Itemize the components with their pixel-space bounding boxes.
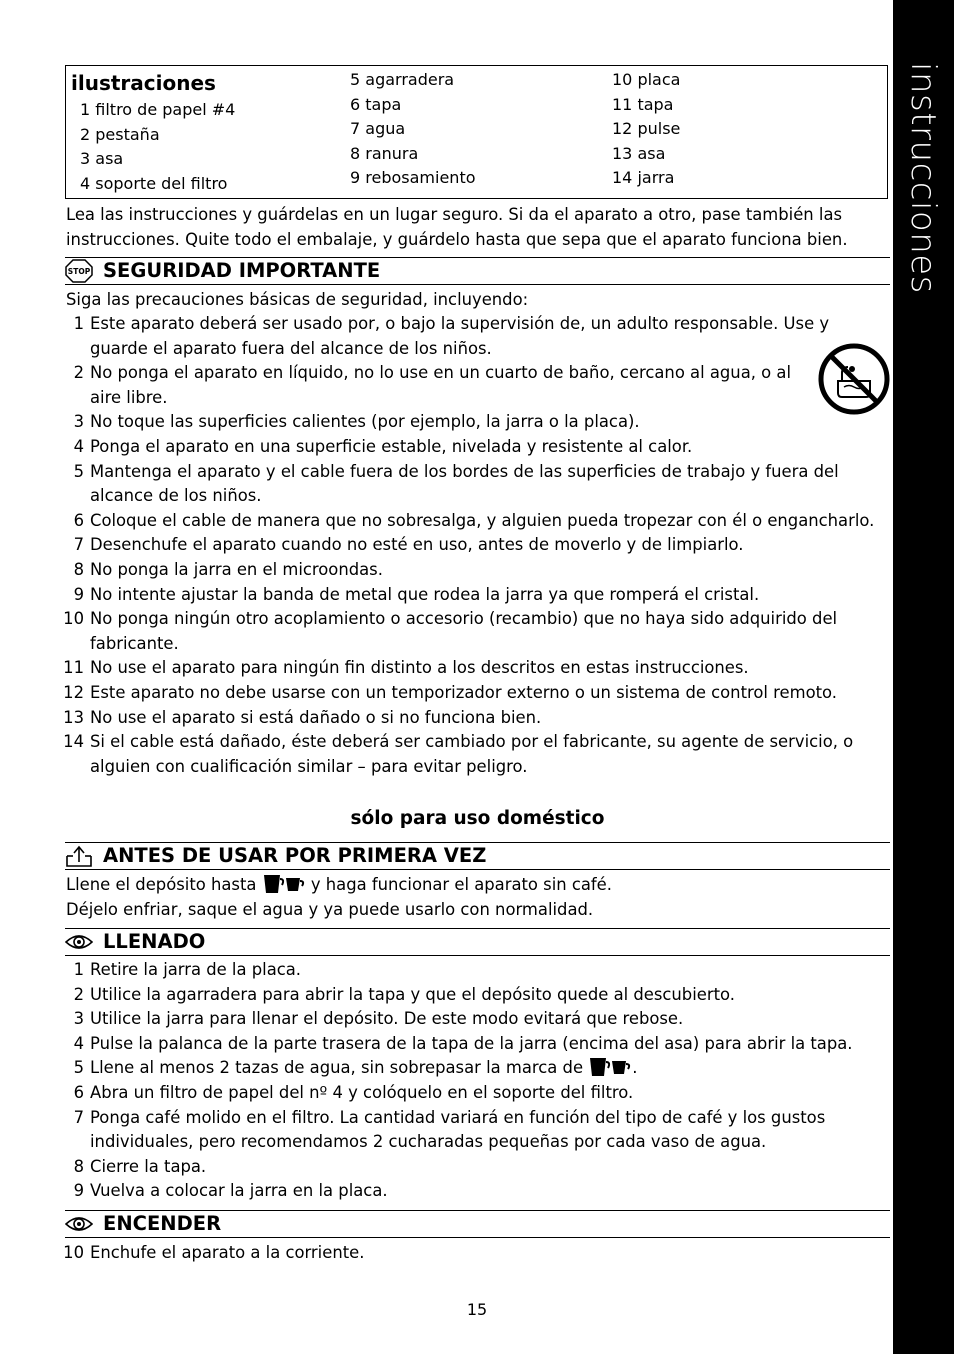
list-item: 2 No ponga el aparato en líquido, no lo use en un cuarto de baño, cercano al agua, o al aire libre. — [73, 363, 791, 407]
list-item: 2 pestaña — [80, 124, 160, 144]
list-item: 1 Este aparato deberá ser usado por, o bajo la supervisión de, un adulto responsable. Use y guarde el aparato fuera del alcance de los niños. — [73, 314, 830, 358]
list-item: 14 jarra — [612, 168, 675, 187]
list-item: 13 No use el aparato si está dañado o si no funciona bien. — [63, 707, 542, 727]
list-item: 11 No use el aparato para ningún fin distinto a los descritos en estas instrucciones. — [63, 658, 749, 678]
safety-lead: Siga las precauciones básicas de seguridad, incluyendo: — [66, 290, 529, 309]
list-item: 2 Utilice la agarradera para abrir la tapa y que el depósito quede al descubierto. — [73, 984, 735, 1004]
list-item: 12 pulse — [612, 119, 681, 138]
filling-list — [60, 958, 875, 1204]
illustrations-col-1 — [80, 98, 235, 196]
list-item: 8 Cierre la tapa. — [73, 1156, 207, 1176]
list-item: 4 soporte del filtro — [80, 173, 228, 193]
section-title: SEGURIDAD IMPORTANTE — [103, 259, 381, 282]
list-item: 3 Utilice la jarra para llenar el depósito. De este modo evitará que rebose. — [73, 1009, 684, 1029]
list-item: 7 Desenchufe el aparato cuando no esté en uso, antes de moverlo y de limpiarlo. — [73, 535, 744, 555]
box-arrow-icon — [65, 844, 93, 868]
list-item: 4 Pulse la palanca de la parte trasera de la tapa de la jarra (encima del asa) para abrir la tapa. — [73, 1033, 853, 1053]
list-item: 6 Coloque el cable de manera que no sobresalga, y alguien pueda tropezar con él o engancharlo. — [73, 510, 875, 530]
safety-list — [60, 312, 875, 779]
domestic-use-note: sólo para uso doméstico — [350, 808, 605, 829]
list-item: 12 Este aparato no debe usarse con un temporizador externo o un sistema de control remoto. — [63, 682, 837, 702]
list-item: 10 No ponga ningún otro acoplamiento o accesorio (recambio) que no haya sido adquirido del fabricante. — [63, 609, 838, 653]
list-item: 5 agarradera — [350, 70, 455, 89]
list-item: 5 Mantenga el aparato y el cable fuera de los bordes de las superficies de trabajo y fuera del alcance de los niños. — [73, 461, 839, 506]
list-item: 8 No ponga la jarra en el microondas. — [73, 559, 383, 579]
illustrations-title: ilustraciones — [71, 71, 216, 95]
list-item: 9 No intente ajustar la banda de metal que rodea la jarra ya que romperá el cristal. — [73, 584, 760, 604]
intro-paragraph: Lea las instrucciones y guárdelas en un lugar seguro. Si da el aparato a otro, pase también las instrucciones. Quite todo el embalaje, y guárdelo hasta que sepa que el aparato funciona bien. — [66, 205, 848, 249]
list-item: 5 Llene al menos 2 tazas de agua, sin sobrepasar la marca de . — [73, 1058, 638, 1078]
section-title: ENCENDER — [103, 1212, 222, 1235]
list-item: 10 placa — [612, 70, 681, 89]
list-item: 9 rebosamiento — [350, 168, 476, 187]
illustrations-col-2 — [350, 68, 476, 191]
list-item: 6 tapa — [350, 94, 402, 114]
stop-icon — [65, 259, 93, 283]
list-item: 3 asa — [80, 149, 124, 168]
eye-icon — [65, 1212, 93, 1236]
two-cups-icon — [588, 1057, 632, 1077]
safety-header — [65, 257, 890, 285]
section-title: LLENADO — [103, 930, 206, 953]
list-item: 7 agua — [350, 119, 406, 138]
list-item: 8 ranura — [350, 143, 419, 163]
illustrations-col-3 — [612, 68, 680, 191]
first-use-header — [65, 842, 890, 870]
filling-header — [65, 928, 890, 956]
list-item: 3 No toque las superficies calientes (por ejemplo, la jarra o la placa). — [73, 412, 640, 432]
section-title: ANTES DE USAR POR PRIMERA VEZ — [103, 844, 487, 867]
eye-icon — [65, 930, 93, 954]
list-item: 9 Vuelva a colocar la jarra en la placa. — [73, 1181, 388, 1201]
list-item: 14 Si el cable está dañado, éste deberá ser cambiado por el fabricante, su agente de servicio, o alguien con cualificación similar – para evitar peligro. — [63, 732, 854, 776]
list-item: 6 Abra un filtro de papel del nº 4 y colóquelo en el soporte del filtro. — [73, 1082, 634, 1102]
two-cups-icon — [262, 874, 306, 894]
first-use-line-1: Llene el depósito hasta y haga funcionar el aparato sin café. — [66, 875, 612, 894]
switch-on-list — [60, 1241, 875, 1266]
list-item: 1 filtro de papel #4 — [80, 100, 236, 119]
list-item: 1 Retire la jarra de la placa. — [73, 960, 302, 979]
side-tab-title: instrucciones — [903, 62, 943, 294]
list-item: 7 Ponga café molido en el filtro. La cantidad variará en función del tipo de café y los gustos individuales, pero recomendamos 2 cucharadas pequeñas por cada vaso de agua. — [73, 1107, 826, 1152]
list-item: 4 Ponga el aparato en una superficie estable, nivelada y resistente al calor. — [73, 436, 693, 456]
first-use-line-2: Déjelo enfriar, saque el agua y ya puede usarlo con normalidad. — [66, 900, 594, 919]
stop-icon-label: STOP — [67, 267, 91, 276]
switch-on-header — [65, 1210, 890, 1238]
list-item: 13 asa — [612, 143, 666, 163]
page-number: 15 — [466, 1300, 488, 1319]
list-item: 10 Enchufe el aparato a la corriente. — [63, 1243, 365, 1262]
illustrations-box — [65, 65, 888, 199]
list-item: 11 tapa — [612, 94, 674, 114]
